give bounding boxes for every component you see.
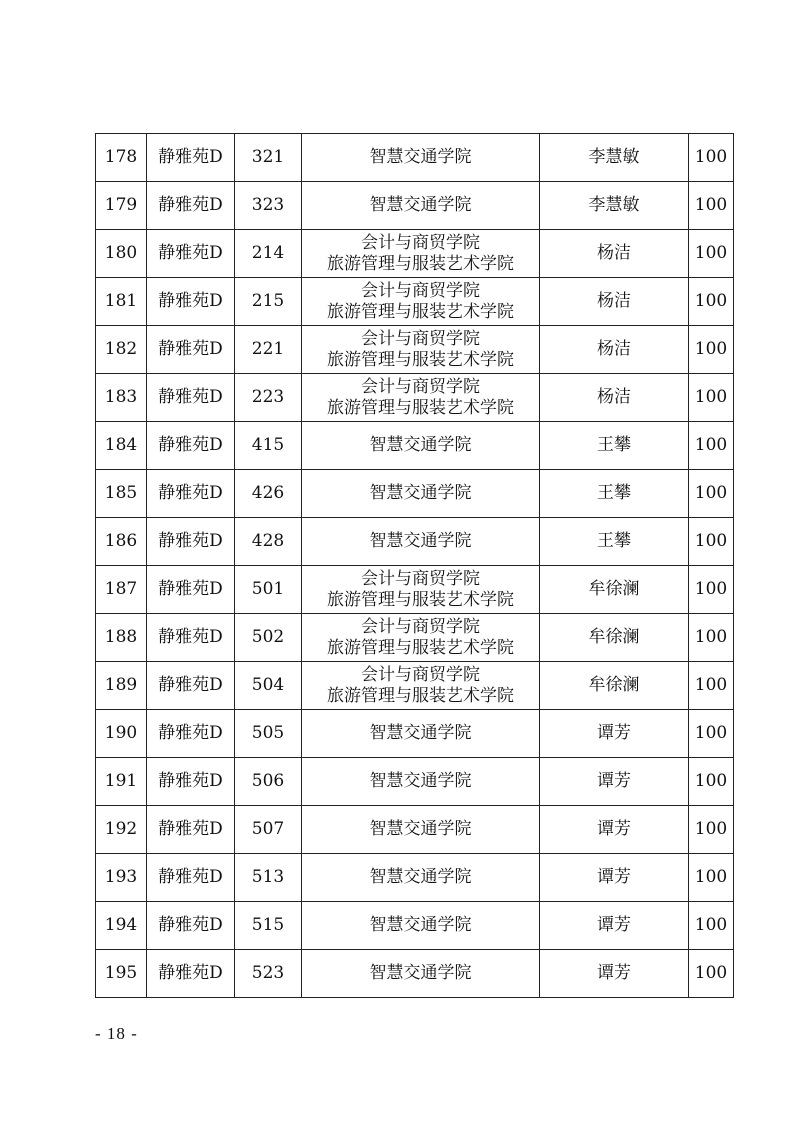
person-cell: 杨洁 <box>540 278 689 326</box>
table-row <box>96 374 734 422</box>
building-cell: 静雅苑D <box>147 758 235 806</box>
score-cell: 100 <box>689 230 734 278</box>
building-cell: 静雅苑D <box>147 230 235 278</box>
person-cell: 杨洁 <box>540 230 689 278</box>
person-cell: 王攀 <box>540 422 689 470</box>
table-row <box>96 518 734 566</box>
score-cell: 100 <box>689 902 734 950</box>
score-cell: 100 <box>689 854 734 902</box>
room-number-cell: 502 <box>235 614 302 662</box>
college-name: 智慧交通学院 <box>369 723 472 743</box>
college-name: 旅游管理与服装艺术学院 <box>327 589 514 610</box>
room-number-cell: 507 <box>235 806 302 854</box>
score-cell: 100 <box>689 566 734 614</box>
person-cell: 王攀 <box>540 470 689 518</box>
person-cell: 李慧敏 <box>540 134 689 182</box>
table-row <box>96 422 734 470</box>
college-name: 旅游管理与服装艺术学院 <box>327 349 514 370</box>
score-cell: 100 <box>689 518 734 566</box>
college-name: 旅游管理与服装艺术学院 <box>327 637 514 658</box>
score-cell: 100 <box>689 278 734 326</box>
row-number-cell: 179 <box>96 182 147 230</box>
college-cell <box>302 902 540 950</box>
building-cell: 静雅苑D <box>147 614 235 662</box>
college-name: 智慧交通学院 <box>369 867 472 887</box>
college-cell <box>302 662 540 710</box>
college-cell <box>302 134 540 182</box>
room-number-cell: 221 <box>235 326 302 374</box>
college-cell <box>302 422 540 470</box>
college-cell <box>302 326 540 374</box>
college-name: 智慧交通学院 <box>369 195 472 215</box>
score-cell: 100 <box>689 326 734 374</box>
building-cell: 静雅苑D <box>147 902 235 950</box>
row-number-cell: 187 <box>96 566 147 614</box>
building-cell: 静雅苑D <box>147 326 235 374</box>
row-number-cell: 183 <box>96 374 147 422</box>
building-cell: 静雅苑D <box>147 182 235 230</box>
table-row <box>96 230 734 278</box>
room-number-cell: 428 <box>235 518 302 566</box>
score-cell: 100 <box>689 422 734 470</box>
college-name: 旅游管理与服装艺术学院 <box>327 685 514 706</box>
table-row <box>96 182 734 230</box>
table-row <box>96 710 734 758</box>
college-name: 会计与商贸学院 <box>361 232 480 253</box>
college-cell <box>302 710 540 758</box>
college-name: 会计与商贸学院 <box>361 328 480 349</box>
table-row <box>96 134 734 182</box>
row-number-cell: 192 <box>96 806 147 854</box>
score-cell: 100 <box>689 662 734 710</box>
college-name: 旅游管理与服装艺术学院 <box>327 253 514 274</box>
person-cell: 谭芳 <box>540 806 689 854</box>
college-cell <box>302 806 540 854</box>
score-cell: 100 <box>689 614 734 662</box>
building-cell: 静雅苑D <box>147 470 235 518</box>
table-row <box>96 854 734 902</box>
row-number-cell: 184 <box>96 422 147 470</box>
row-number-cell: 189 <box>96 662 147 710</box>
college-cell <box>302 278 540 326</box>
building-cell: 静雅苑D <box>147 854 235 902</box>
table-row <box>96 614 734 662</box>
room-number-cell: 501 <box>235 566 302 614</box>
person-cell: 王攀 <box>540 518 689 566</box>
table-row <box>96 806 734 854</box>
score-cell: 100 <box>689 758 734 806</box>
person-cell: 谭芳 <box>540 950 689 998</box>
college-cell <box>302 374 540 422</box>
table-row <box>96 470 734 518</box>
building-cell: 静雅苑D <box>147 566 235 614</box>
college-cell <box>302 614 540 662</box>
college-name: 智慧交通学院 <box>369 435 472 455</box>
score-cell: 100 <box>689 806 734 854</box>
row-number-cell: 188 <box>96 614 147 662</box>
room-number-cell: 215 <box>235 278 302 326</box>
room-number-cell: 426 <box>235 470 302 518</box>
college-name: 会计与商贸学院 <box>361 568 480 589</box>
table-row <box>96 902 734 950</box>
person-cell: 杨洁 <box>540 326 689 374</box>
score-cell: 100 <box>689 134 734 182</box>
college-cell <box>302 518 540 566</box>
building-cell: 静雅苑D <box>147 710 235 758</box>
room-number-cell: 504 <box>235 662 302 710</box>
building-cell: 静雅苑D <box>147 806 235 854</box>
row-number-cell: 185 <box>96 470 147 518</box>
college-cell <box>302 854 540 902</box>
building-cell: 静雅苑D <box>147 950 235 998</box>
table-body <box>96 134 734 998</box>
person-cell: 谭芳 <box>540 902 689 950</box>
room-number-cell: 515 <box>235 902 302 950</box>
person-cell: 谭芳 <box>540 758 689 806</box>
building-cell: 静雅苑D <box>147 374 235 422</box>
college-cell <box>302 566 540 614</box>
dormitory-score-table <box>95 133 734 998</box>
row-number-cell: 181 <box>96 278 147 326</box>
score-cell: 100 <box>689 950 734 998</box>
row-number-cell: 180 <box>96 230 147 278</box>
college-name: 智慧交通学院 <box>369 819 472 839</box>
room-number-cell: 214 <box>235 230 302 278</box>
college-cell <box>302 950 540 998</box>
score-cell: 100 <box>689 710 734 758</box>
row-number-cell: 186 <box>96 518 147 566</box>
college-name: 智慧交通学院 <box>369 771 472 791</box>
row-number-cell: 193 <box>96 854 147 902</box>
person-cell: 谭芳 <box>540 710 689 758</box>
person-cell: 杨洁 <box>540 374 689 422</box>
table-row <box>96 278 734 326</box>
college-name: 智慧交通学院 <box>369 915 472 935</box>
page-number: - 18 - <box>95 1024 138 1043</box>
college-name: 旅游管理与服装艺术学院 <box>327 301 514 322</box>
row-number-cell: 178 <box>96 134 147 182</box>
room-number-cell: 505 <box>235 710 302 758</box>
room-number-cell: 513 <box>235 854 302 902</box>
score-cell: 100 <box>689 374 734 422</box>
room-number-cell: 321 <box>235 134 302 182</box>
person-cell: 谭芳 <box>540 854 689 902</box>
person-cell: 牟徐澜 <box>540 614 689 662</box>
college-name: 智慧交通学院 <box>369 483 472 503</box>
row-number-cell: 195 <box>96 950 147 998</box>
college-name: 智慧交通学院 <box>369 147 472 167</box>
college-name: 会计与商贸学院 <box>361 376 480 397</box>
table-row <box>96 326 734 374</box>
row-number-cell: 191 <box>96 758 147 806</box>
room-number-cell: 523 <box>235 950 302 998</box>
building-cell: 静雅苑D <box>147 134 235 182</box>
room-number-cell: 506 <box>235 758 302 806</box>
person-cell: 牟徐澜 <box>540 662 689 710</box>
building-cell: 静雅苑D <box>147 422 235 470</box>
college-name: 会计与商贸学院 <box>361 616 480 637</box>
person-cell: 李慧敏 <box>540 182 689 230</box>
table-row <box>96 566 734 614</box>
college-name: 智慧交通学院 <box>369 963 472 983</box>
score-cell: 100 <box>689 182 734 230</box>
room-number-cell: 415 <box>235 422 302 470</box>
college-cell <box>302 230 540 278</box>
table-row <box>96 662 734 710</box>
building-cell: 静雅苑D <box>147 518 235 566</box>
college-name: 智慧交通学院 <box>369 531 472 551</box>
college-cell <box>302 470 540 518</box>
college-name: 会计与商贸学院 <box>361 664 480 685</box>
row-number-cell: 190 <box>96 710 147 758</box>
row-number-cell: 194 <box>96 902 147 950</box>
row-number-cell: 182 <box>96 326 147 374</box>
building-cell: 静雅苑D <box>147 662 235 710</box>
table-row <box>96 950 734 998</box>
score-cell: 100 <box>689 470 734 518</box>
person-cell: 牟徐澜 <box>540 566 689 614</box>
college-cell <box>302 758 540 806</box>
room-number-cell: 223 <box>235 374 302 422</box>
building-cell: 静雅苑D <box>147 278 235 326</box>
college-name: 会计与商贸学院 <box>361 280 480 301</box>
college-name: 旅游管理与服装艺术学院 <box>327 397 514 418</box>
table-row <box>96 758 734 806</box>
room-number-cell: 323 <box>235 182 302 230</box>
college-cell <box>302 182 540 230</box>
